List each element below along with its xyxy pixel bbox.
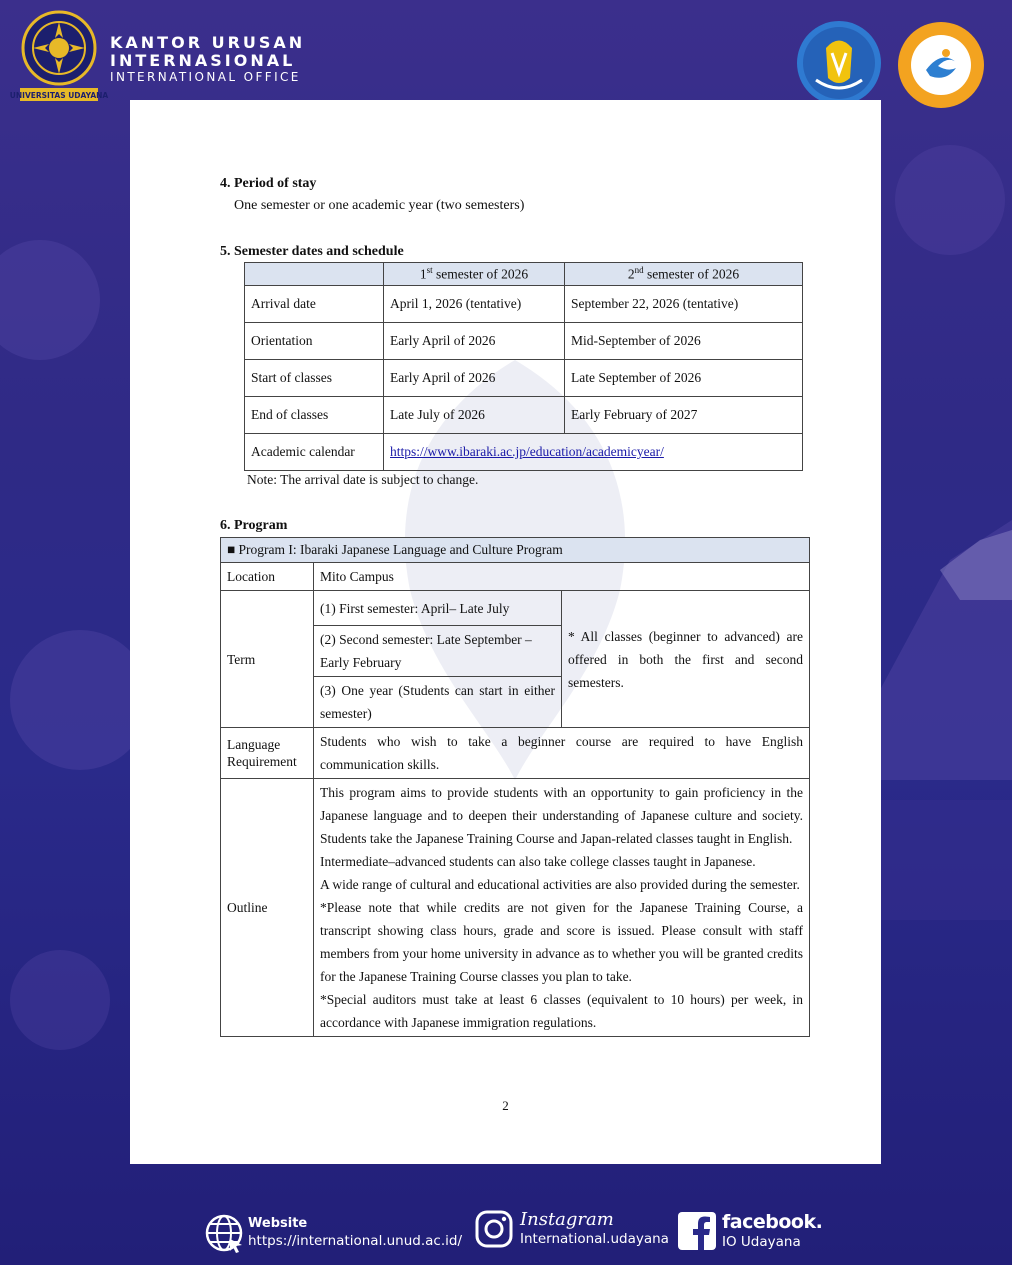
- title-line2: INTERNASIONAL: [110, 51, 296, 70]
- term-option-2: (2) Second semester: Late September – Early February: [314, 626, 562, 677]
- table-header-row: [245, 263, 803, 286]
- document-page: [130, 100, 881, 1164]
- title-line3: INTERNATIONAL OFFICE: [110, 70, 301, 84]
- table-row: [221, 563, 810, 591]
- program-table: [220, 537, 810, 1037]
- term-option-3: (3) One year (Students can start in either semester): [314, 677, 562, 728]
- row-label: End of classes: [245, 397, 384, 434]
- title-line1: KANTOR URUSAN: [110, 33, 306, 52]
- udayana-logo: [9, 10, 109, 102]
- schedule-table: [244, 262, 803, 471]
- logo-text: UNIVERSITAS UDAYANA: [9, 91, 109, 100]
- first-semester-cell: Early April of 2026: [384, 323, 565, 360]
- first-semester-cell: Early April of 2026: [384, 360, 565, 397]
- section-5-title: 5. Semester dates and schedule: [220, 244, 404, 259]
- row-label: Start of classes: [245, 360, 384, 397]
- footer: [0, 1205, 1012, 1255]
- outline-paragraph: Intermediate–advanced students can also take college classes taught in Japanese.: [320, 854, 756, 869]
- table-row: [245, 360, 803, 397]
- outline-paragraph: *Special auditors must take at least 6 classes (equivalent to 10 hours) per week, in accordance with Japanese immigration regulations.: [320, 992, 803, 1030]
- second-semester-cell: Late September of 2026: [565, 360, 803, 397]
- instagram-icon: [474, 1209, 514, 1249]
- instagram-label: Instagram: [520, 1209, 614, 1230]
- location-label: Location: [221, 563, 314, 591]
- outline-paragraph: This program aims to provide students with an opportunity to gain proficiency in the Japanese language and to deepen their understanding of Japanese culture and society. Students take the Japanese Training Course and Japan-related classes taught in English.: [320, 785, 803, 846]
- outline-paragraph: *Please note that while credits are not given for the Japanese Training Course, a transcript showing class hours, grade and score is issued. Please consult with staff members from your home university in advance as to whether you will be granted credits for the Japanese Training Course classes you plan to take.: [320, 900, 803, 984]
- table-row: [221, 728, 810, 779]
- facebook-icon: [678, 1212, 716, 1250]
- tut-wuri-logo: [796, 18, 882, 108]
- header-empty: [245, 263, 384, 286]
- outline-text: [314, 779, 810, 1037]
- table-row: [221, 591, 810, 626]
- second-semester-cell: Mid-September of 2026: [565, 323, 803, 360]
- program-header: ■ Program I: Ibaraki Japanese Language and Culture Program: [221, 538, 810, 563]
- website-label: Website: [248, 1216, 308, 1231]
- second-semester-cell: September 22, 2026 (tentative): [565, 286, 803, 323]
- row-label: Academic calendar: [245, 434, 384, 471]
- facebook-contact[interactable]: [678, 1211, 822, 1251]
- website-url[interactable]: https://international.unud.ac.id/: [248, 1233, 462, 1249]
- program-header-row: [221, 538, 810, 563]
- table-row: [245, 434, 803, 471]
- table-row: [245, 397, 803, 434]
- header-first-semester: 1st semester of 2026: [384, 263, 565, 286]
- outline-paragraph: A wide range of cultural and educational activities are also provided during the semester.: [320, 877, 800, 892]
- schedule-note: Note: The arrival date is subject to change.: [247, 472, 479, 487]
- facebook-label: facebook.: [722, 1211, 823, 1233]
- row-label: Orientation: [245, 323, 384, 360]
- header-second-semester: 2nd semester of 2026: [565, 263, 803, 286]
- diktisaintek-logo: [896, 20, 986, 110]
- facebook-handle[interactable]: IO Udayana: [722, 1234, 801, 1250]
- row-label: Arrival date: [245, 286, 384, 323]
- academic-calendar-link[interactable]: https://www.ibaraki.ac.jp/education/academicyear/: [390, 444, 664, 459]
- table-row: [245, 286, 803, 323]
- calendar-link-cell: [384, 434, 803, 471]
- term-label: Term: [221, 591, 314, 728]
- language-label: Language Requirement: [221, 728, 314, 779]
- term-note: * All classes (beginner to advanced) are offered in both the first and second semesters.: [562, 591, 810, 728]
- website-contact[interactable]: [204, 1213, 462, 1253]
- term-option-1: (1) First semester: April– Late July: [314, 591, 562, 626]
- second-semester-cell: Early February of 2027: [565, 397, 803, 434]
- table-row: [221, 779, 810, 1037]
- office-title: [110, 34, 305, 85]
- section-4-text: One semester or one academic year (two semesters): [234, 198, 525, 213]
- page-number: 2: [502, 1098, 509, 1113]
- first-semester-cell: April 1, 2026 (tentative): [384, 286, 565, 323]
- globe-icon: [204, 1213, 244, 1253]
- section-6-title: 6. Program: [220, 518, 288, 533]
- instagram-handle[interactable]: International.udayana: [520, 1231, 669, 1247]
- location-value: Mito Campus: [314, 563, 810, 591]
- outline-label: Outline: [221, 779, 314, 1037]
- instagram-contact[interactable]: [474, 1209, 669, 1249]
- section-4-title: 4. Period of stay: [220, 176, 317, 191]
- table-row: [245, 323, 803, 360]
- language-value: Students who wish to take a beginner course are required to have English communication skills.: [314, 728, 810, 779]
- first-semester-cell: Late July of 2026: [384, 397, 565, 434]
